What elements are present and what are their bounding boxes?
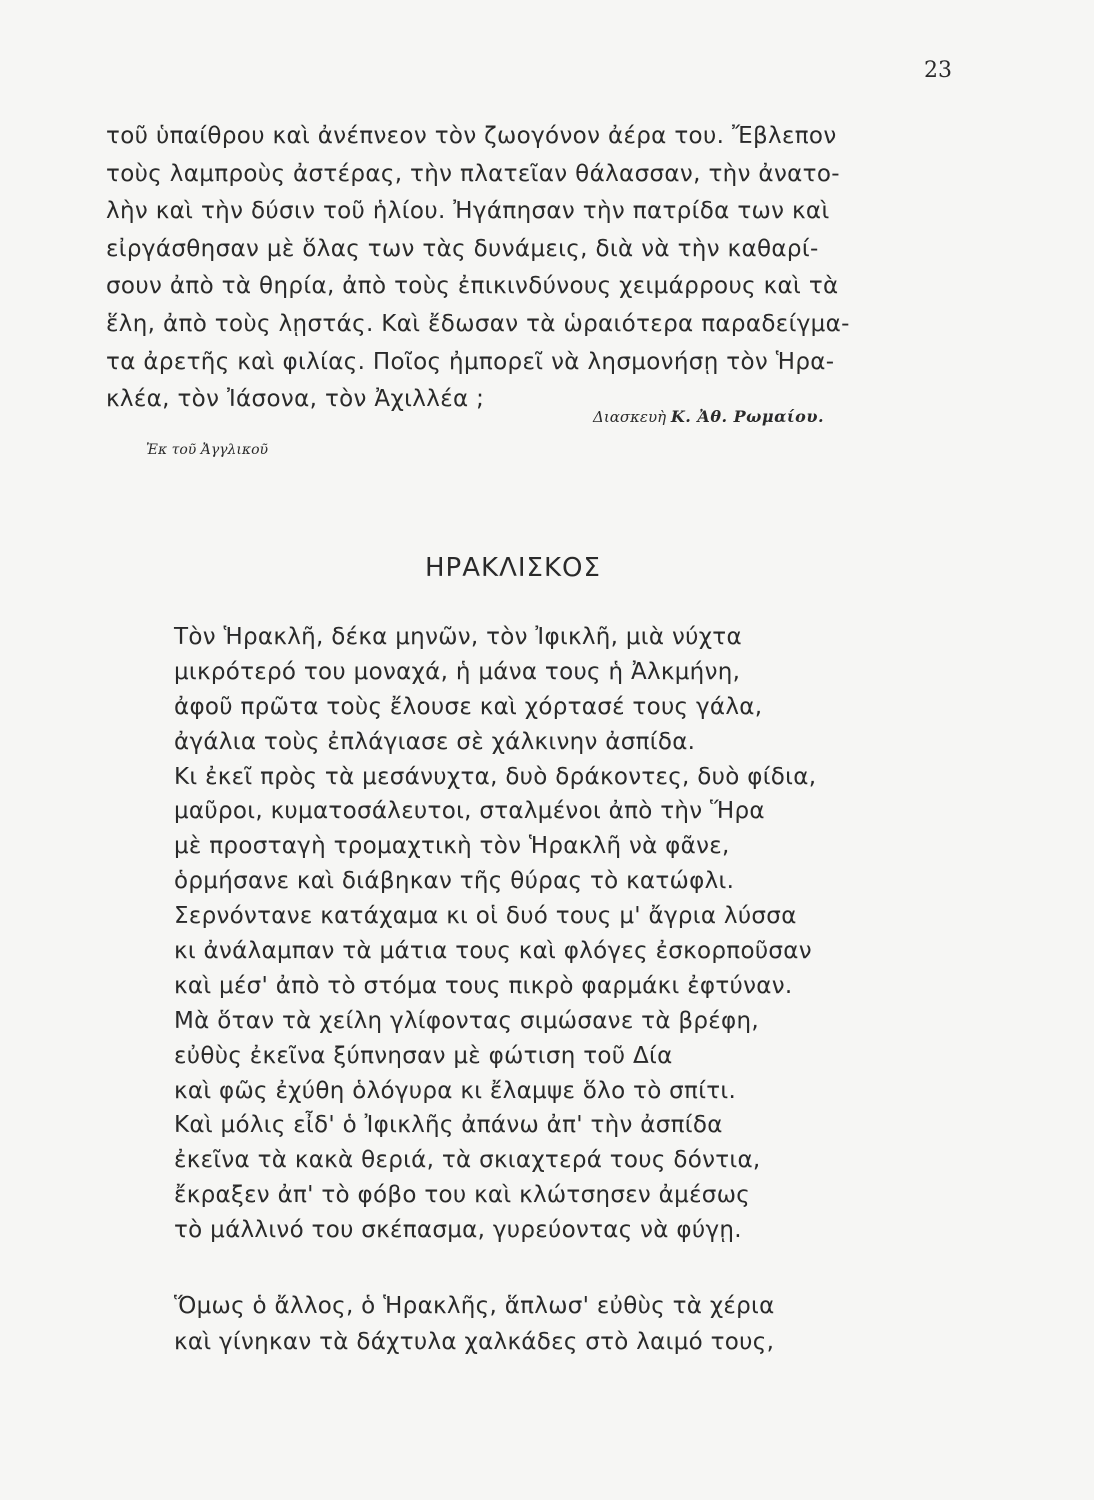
poem-verse: καὶ γίνηκαν τὰ δάχτυλα χαλκάδες στὸ λαιμό τους, [174, 1329, 775, 1355]
attribution-label: Διασκευὴ [593, 408, 667, 426]
poem-verse: ὁρμήσανε καὶ διάβηκαν τῆς θύρας τὸ κατώφλι. [174, 868, 735, 895]
prose-line: τοὺς λαμπροὺς ἀστέρας, τὴν πλατεῖαν θάλασσαν, τὴν ἀνατο- [106, 160, 840, 187]
page-number: 23 [924, 58, 952, 83]
poem-verse: Τὸν Ἡρακλῆ, δέκα μηνῶν, τὸν Ἰφικλῆ, μιὰ νύχτα [174, 624, 742, 650]
prose-line: κλέα, τὸν Ἰάσονα, τὸν Ἀχιλλέα ; [106, 386, 485, 413]
source-note: Ἐκ τοῦ Ἀγγλικοῦ [146, 442, 269, 458]
poem-verse: μαῦροι, κυματοσάλευτοι, σταλμένοι ἀπὸ τὴν Ἥρα [174, 798, 765, 825]
poem-verse: ἔκραξεν ἀπ' τὸ φόβο του καὶ κλώτσησεν ἀμέσως [174, 1182, 751, 1209]
prose-line: τα ἀρετῆς καὶ φιλίας. Ποῖος ἠμπορεῖ νὰ λησμονήσῃ τὸν Ἡρα- [106, 348, 835, 375]
poem-verse: κι ἀνάλαμπαν τὰ μάτια τους καὶ φλόγες ἐσκορποῦσαν [174, 938, 812, 965]
prose-line: ἕλη, ἀπὸ τοὺς λῃστάς. Καὶ ἔδωσαν τὰ ὡραιότερα παραδείγμα- [106, 310, 850, 337]
poem-verse: καὶ φῶς ἐχύθη ὁλόγυρα κι ἔλαμψε ὅλο τὸ σπίτι. [174, 1077, 737, 1104]
poem-verse: καὶ μέσ' ἀπὸ τὸ στόμα τους πικρὸ φαρμάκι ἐφτύναν. [174, 972, 793, 999]
poem-verse: εὐθὺς ἐκεῖνα ξύπνησαν μὲ φώτιση τοῦ Δία [174, 1042, 673, 1069]
poem-stanza-2 [174, 1288, 934, 1360]
prose-line: λὴν καὶ τὴν δύσιν τοῦ ἡλίου. Ἠγάπησαν τὴν πατρίδα των καὶ [106, 198, 830, 225]
poem-verse: μικρότερό του μοναχά, ἡ μάνα τους ἡ Ἀλκμήνη, [174, 658, 741, 685]
poem-verse: ἐκεῖνα τὰ κακὰ θεριά, τὰ σκιαχτερά τους δόντια, [174, 1147, 761, 1174]
prose-line: εἰργάσθησαν μὲ ὅλας των τὰς δυνάμεις, διὰ νὰ τὴν καθαρί- [106, 235, 819, 262]
prose-line: σουν ἀπὸ τὰ θηρία, ἀπὸ τοὺς ἐπικινδύνους χειμάρρους καὶ τὰ [106, 273, 839, 300]
poem-title: ΗΡΑΚΛΙΣΚΟΣ [425, 553, 601, 583]
poem-verse: Μὰ ὅταν τὰ χείλη γλίφοντας σιμώσανε τὰ βρέφη, [174, 1007, 759, 1034]
poem-verse: τὸ μάλλινό του σκέπασμα, γυρεύοντας νὰ φύγῃ. [174, 1217, 742, 1244]
poem-verse: ἀγάλια τοὺς ἐπλάγιασε σὲ χάλκινην ἀσπίδα. [174, 728, 696, 755]
poem-verse: μὲ προσταγὴ τρομαχτικὴ τὸν Ἡρακλῆ νὰ φᾶνε, [174, 833, 730, 860]
prose-paragraph [106, 118, 966, 419]
attribution [593, 407, 824, 426]
attribution-author: Κ. Ἀθ. Ρωμαίου. [670, 407, 825, 426]
poem-verse: ἀφοῦ πρῶτα τοὺς ἔλουσε καὶ χόρτασέ τους γάλα, [174, 693, 763, 720]
poem-verse: Σερνόντανε κατάχαμα κι οἱ δυό τους μ' ἄγρια λύσσα [174, 903, 797, 930]
prose-line: τοῦ ὑπαίθρου καὶ ἀνέπνεον τὸν ζωογόνον ἀέρα του. Ἔβλεπον [106, 123, 837, 149]
poem-stanza-1 [174, 620, 934, 1248]
poem-verse: Κι ἐκεῖ πρὸς τὰ μεσάνυχτα, δυὸ δράκοντες, δυὸ φίδια, [174, 763, 817, 790]
poem-verse: Καὶ μόλις εἶδ' ὁ Ἰφικλῆς ἀπάνω ἀπ' τὴν ἀσπίδα [174, 1112, 723, 1139]
poem-verse: Ὅμως ὁ ἄλλος, ὁ Ἡρακλῆς, ἅπλωσ' εὐθὺς τὰ χέρια [174, 1293, 775, 1319]
